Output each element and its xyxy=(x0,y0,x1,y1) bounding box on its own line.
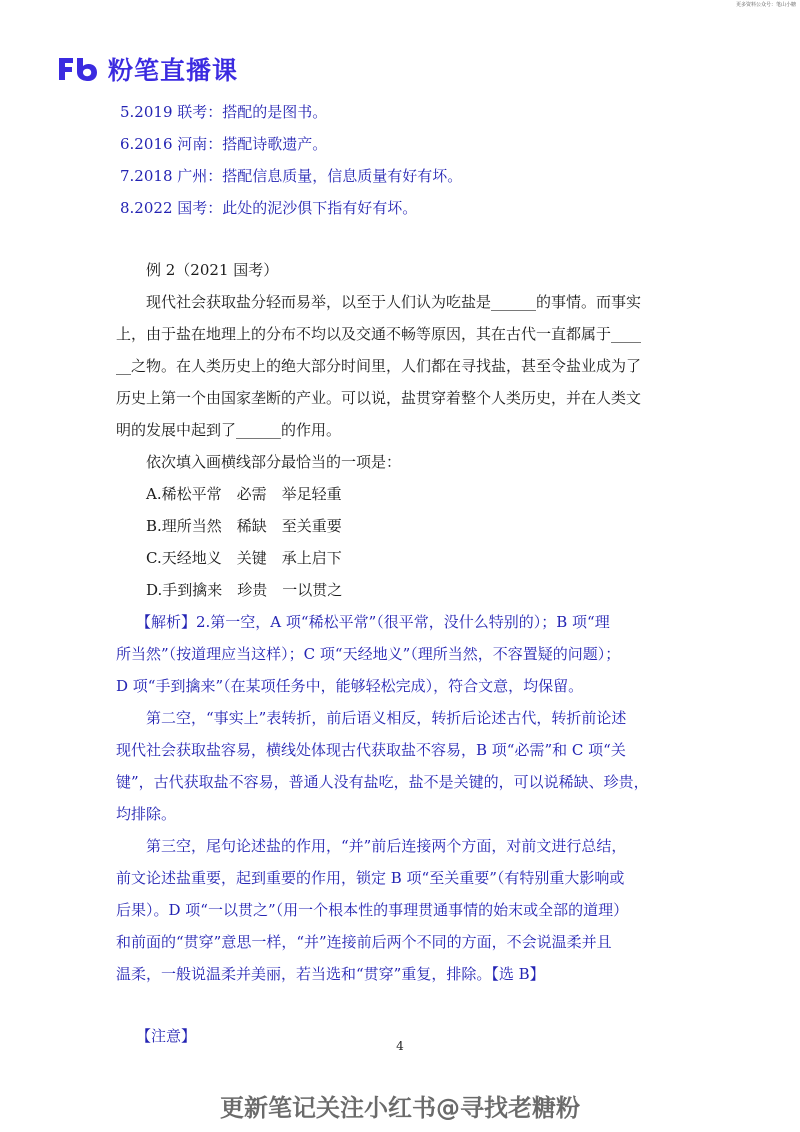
analysis-line: 和前面的“贯穿”意思一样，“并”连接前后两个不同的方面，不会说温柔并且 xyxy=(116,933,612,951)
list-item: 7.2018 广州：搭配信息质量，信息质量有好有坏。 xyxy=(120,167,463,185)
option-a: A.稀松平常 必需 举足轻重 xyxy=(146,485,342,503)
top-note: 更多资料公众号：笔山小糖 xyxy=(735,2,796,8)
analysis-line: 后果）。D 项“一以贯之”（用一个根本性的事理贯通事情的始末或全部的道理） xyxy=(116,901,629,919)
analysis-line: 温柔，一般说温柔并美丽，若当选和“贯穿”重复，排除。【选 B】 xyxy=(116,965,545,983)
brand-name: 粉笔直播课 xyxy=(108,56,239,85)
analysis-line: 均排除。 xyxy=(116,805,177,823)
spacer xyxy=(120,990,680,1020)
footer-watermark: 更新笔记关注小红书@寻找老糖粉 xyxy=(220,1094,580,1122)
document-body xyxy=(116,96,680,1052)
passage-line: __之物。在人类历史上的绝大部分时间里，人们都在寻找盐，甚至令盐业成为了 xyxy=(116,357,642,375)
analysis-line: 键”，古代获取盐不容易，普通人没有盐吃，盐不是关键的，可以说稀缺、珍贵， xyxy=(116,773,649,791)
analysis-line: 【解析】2.第一空，A 项“稀松平常”（很平常，没什么特别的）；B 项“理 xyxy=(136,613,610,631)
passage-line: 明的发展中起到了______的作用。 xyxy=(116,421,342,439)
passage-line: 历史上第一个由国家垄断的产业。可以说，盐贯穿着整个人类历史，并在人类文 xyxy=(116,389,642,407)
option-d: D.手到擒来 珍贵 一以贯之 xyxy=(146,581,343,599)
page-number: 4 xyxy=(396,1039,404,1053)
option-b: B.理所当然 稀缺 至关重要 xyxy=(146,517,342,535)
analysis-line: 前文论述盐重要，起到重要的作用，锁定 B 项“至关重要”（有特别重大影响或 xyxy=(116,869,625,887)
option-c: C.天经地义 关键 承上启下 xyxy=(146,549,342,567)
question-prompt: 依次填入画横线部分最恰当的一项是： xyxy=(146,453,402,471)
list-item: 8.2022 国考：此处的泥沙俱下指有好有坏。 xyxy=(120,199,418,217)
analysis-line: 第三空，尾句论述盐的作用，“并”前后连接两个方面，对前文进行总结， xyxy=(146,837,627,855)
note-heading: 【注意】 xyxy=(136,1027,197,1045)
fenbi-logo-icon xyxy=(56,52,100,86)
passage-line: 上，由于盐在地理上的分布不均以及交通不畅等原因，其在古代一直都属于____ xyxy=(116,325,642,343)
example-title: 例 2（2021 国考） xyxy=(146,261,279,279)
brand-logo xyxy=(56,51,238,87)
analysis-line: 现代社会获取盐容易，横线处体现古代获取盐不容易，B 项“必需”和 C 项“关 xyxy=(116,741,626,759)
analysis-line: D 项“手到擒来”（在某项任务中，能够轻松完成），符合文意，均保留。 xyxy=(116,677,584,695)
analysis-line: 所当然”（按道理应当这样）；C 项“天经地义”（理所当然，不容置疑的问题）； xyxy=(116,645,621,663)
list-item: 5.2019 联考：搭配的是图书。 xyxy=(120,103,328,121)
spacer xyxy=(120,224,680,254)
passage-line: 现代社会获取盐分轻而易举，以至于人们认为吃盐是______的事情。而事实 xyxy=(146,293,642,311)
list-item: 6.2016 河南：搭配诗歌遗产。 xyxy=(120,135,328,153)
analysis-line: 第二空，“事实上”表转折，前后语义相反，转折后论述古代，转折前论述 xyxy=(146,709,627,727)
